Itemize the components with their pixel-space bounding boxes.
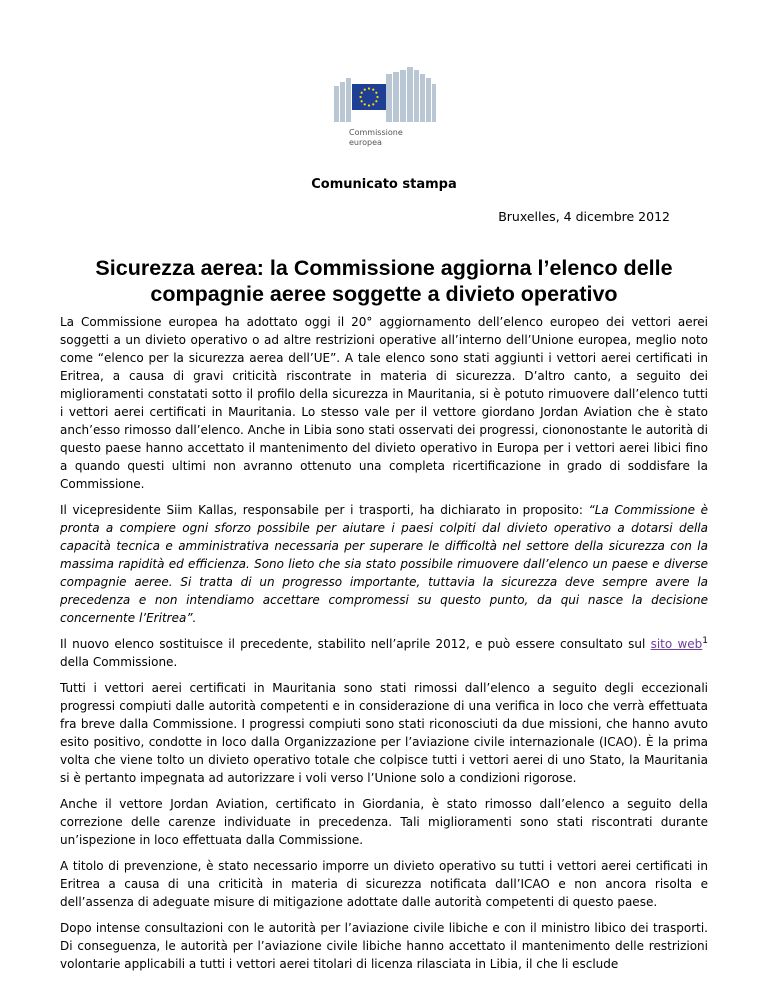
paragraph-2 xyxy=(60,501,708,627)
footnote-ref-1[interactable]: 1 xyxy=(702,636,709,646)
eu-star xyxy=(375,100,377,102)
paragraph-3 xyxy=(60,635,708,671)
paragraph-5: Anche il vettore Jordan Aviation, certificato in Giordania, è stato rimosso dall’elenco a seguito della correzione delle carenze individuate in precedenza. Tali miglioramenti sono stati riscontrati durante un’ispezione in loco effettuata dalla Commissione. xyxy=(60,797,708,847)
logo-text xyxy=(349,128,403,147)
eu-star xyxy=(368,87,370,89)
eu-star xyxy=(368,104,370,106)
eu-star xyxy=(364,89,366,91)
press-release-label: Comunicato stampa xyxy=(311,177,457,192)
paragraph-2-intro: Il vicepresidente Siim Kallas, responsabile per i trasporti, ha dichiarato in proposito: xyxy=(60,503,589,517)
eu-star xyxy=(372,103,374,105)
european-commission-logo xyxy=(330,64,440,154)
paragraph-6: A titolo di prevenzione, è stato necessario imporre un divieto operativo su tutti i vettori aerei certificati in Eritrea a causa di una criticità in materia di sicurezza notificata dall’ICAO e non ancora risolta e dell’assenza di adeguate misure di mitigazione adottate dalle autorità competenti di questo paese. xyxy=(60,859,708,909)
eu-star xyxy=(364,103,366,105)
press-release-date: Bruxelles, 4 dicembre 2012 xyxy=(498,209,670,224)
logo-line-2: europea xyxy=(349,137,382,147)
eu-star xyxy=(361,100,363,102)
logo-line-1: Commissione xyxy=(349,128,403,137)
eu-star xyxy=(361,92,363,94)
page-title: Sicurezza aerea: la Commissione aggiorna l’elenco delle compagnie aeree soggette a divieto operativo xyxy=(95,256,673,306)
article-body xyxy=(60,313,708,981)
paragraph-1: La Commissione europea ha adottato oggi il 20° aggiornamento dell’elenco europeo dei vettori aerei soggetti a un divieto operativo o ad altre restrizioni operative all’interno dell’Unione europea, meglio noto come “elenco per la sicurezza aerea dell’UE”. A tale elenco sono stati aggiunti i vettori aerei certificati in Eritrea, a causa di gravi criticità riscontrate in materia di sicurezza. D’altro canto, a seguito dei miglioramenti constatati sotto il profilo della sicurezza in Mauritania, si è potuto rimuovere dall’elenco tutti i vettori aerei certificati in Mauritania. Lo stesso vale per il vettore giordano Jordan Aviation che è stato anch’esso rimosso dall’elenco. Anche in Libia sono stati osservati dei progressi, ciononostante le autorità di questo paese hanno accettato il mantenimento del divieto operativo in Europa per i vettori aerei libici fino a quando questi ultimi non avranno ottenuto una completa ricertificazione in grado di soddisfare la Commissione. xyxy=(60,315,708,491)
paragraph-7: Dopo intense consultazioni con le autorità per l’aviazione civile libiche e con il ministro libico dei trasporti. Di conseguenza, le autorità per l’aviazione civile libiche hanno accettato il mantenimento delle restrizioni volontarie applicabili a tutti i vettori aerei titolari di licenza rilasciata in Libia, il che li esclude xyxy=(60,921,708,971)
eu-star xyxy=(375,92,377,94)
eu-star xyxy=(359,96,361,98)
paragraph-3-text: Il nuovo elenco sostituisce il precedente, stabilito nell’aprile 2012, e può essere consultato sul xyxy=(60,637,651,651)
paragraph-4: Tutti i vettori aerei certificati in Mauritania sono stati rimossi dall’elenco a seguito degli eccezionali progressi compiuti dalle autorità competenti e in considerazione di una verifica in loco che verrà effettuata fra breve dalla Commissione. I progressi compiuti sono stati riconosciuti da due missioni, che hanno avuto esito positivo, condotte in loco dalla Organizzazione per l’aviazione civile internazionale (ICAO). È la prima volta che viene tolto un divieto operativo totale che colpisce tutti i vettori aerei di uno Stato, la Mauritania si è pertanto impegnata ad autorizzare i voli verso l’Unione solo a condizioni rigorose. xyxy=(60,681,708,785)
eu-star xyxy=(376,96,378,98)
paragraph-3-end: della Commissione. xyxy=(60,655,178,669)
sito-web-link[interactable]: sito web xyxy=(650,637,703,651)
eu-star xyxy=(372,89,374,91)
kallas-quote: “La Commissione è pronta a compiere ogni sforzo possibile per aiutare i paesi colpiti dal divieto operativo a dotarsi della capacità tecnica e amministrativa necessaria per superare le difficoltà nel settore della sicurezza con la massima rapidità ed efficienza. Sono lieto che sia stato possibile rimuovere dall’elenco un paese e diverse compagnie aeree. Si tratta di un progresso importante, tuttavia la sicurezza deve sempre avere la precedenza e non intendiamo accettare compromessi su questo punto, da qui nasce la decisione concernente l’Eritrea”. xyxy=(60,503,708,625)
